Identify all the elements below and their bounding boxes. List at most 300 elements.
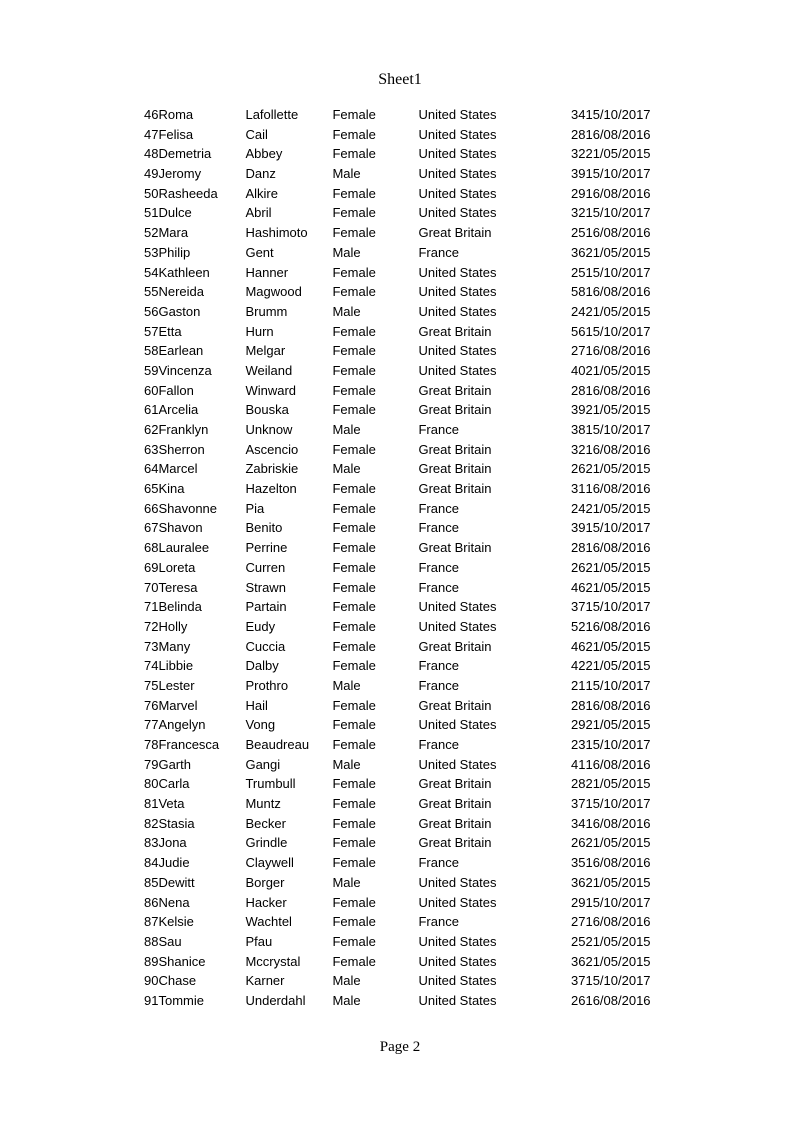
cell-last-name: Gangi [245,756,281,772]
cell-age: 35 [571,855,586,871]
cell-row-number: 75 [144,677,159,693]
cell-age: 29 [571,894,586,910]
cell-age: 41 [571,756,586,772]
cell-gender: Female [332,618,376,634]
cell-row-number: 52 [144,225,159,241]
cell-first-name: Lester [158,677,195,693]
cell-country: France [418,559,459,575]
cell-row-number: 89 [144,953,159,969]
cell-date: 15/10/2017 [585,796,651,812]
cell-first-name: Jona [158,835,187,851]
cell-gender: Female [332,362,376,378]
cell-gender: Male [332,677,361,693]
cell-gender: Female [332,264,376,280]
cell-first-name: Lauralee [158,540,210,556]
cell-gender: Male [332,756,361,772]
cell-age: 39 [571,402,586,418]
cell-age: 39 [571,166,586,182]
table-row [144,558,651,578]
cell-date: 21/05/2015 [585,402,651,418]
table-row [144,833,651,853]
cell-first-name: Carla [158,776,190,792]
table-row [144,715,651,735]
cell-date: 15/10/2017 [585,973,651,989]
cell-age: 27 [571,343,586,359]
cell-first-name: Marvel [158,697,198,713]
cell-age: 46 [571,638,586,654]
table-row [144,459,651,479]
cell-country: Great Britain [418,815,492,831]
cell-age: 36 [571,953,586,969]
cell-last-name: Muntz [245,796,281,812]
cell-first-name: Dewitt [158,874,195,890]
cell-last-name: Danz [245,166,276,182]
cell-last-name: Beaudreau [245,737,310,752]
cell-age: 34 [571,815,586,831]
cell-age: 39 [571,520,586,536]
cell-row-number: 56 [144,303,159,319]
cell-gender: Female [332,717,376,733]
cell-date: 16/08/2016 [585,126,651,142]
cell-age: 36 [571,874,586,890]
cell-country: United States [418,264,497,280]
cell-gender: Male [332,166,361,182]
cell-gender: Female [332,185,376,201]
cell-gender: Female [332,658,376,674]
cell-gender: Female [332,481,376,497]
cell-country: Great Britain [418,323,492,339]
cell-last-name: Eudy [245,618,276,634]
cell-date: 16/08/2016 [585,756,651,772]
table-row [144,440,651,460]
cell-row-number: 81 [144,796,159,812]
cell-age: 26 [571,835,586,851]
cell-last-name: Hashimoto [245,225,308,241]
cell-age: 27 [571,914,586,930]
cell-last-name: Unknow [245,422,293,437]
table-row [144,637,651,657]
cell-gender: Female [332,933,376,949]
cell-last-name: Partain [245,599,287,615]
cell-age: 40 [571,362,586,378]
cell-row-number: 83 [144,835,159,851]
cell-row-number: 78 [144,737,159,752]
cell-date: 21/05/2015 [585,500,651,516]
cell-gender: Female [332,579,376,595]
cell-last-name: Grindle [245,835,288,851]
cell-row-number: 64 [144,461,159,477]
cell-country: United States [418,973,497,989]
cell-age: 25 [571,933,586,949]
cell-last-name: Hacker [245,894,287,910]
cell-last-name: Gent [245,244,274,260]
cell-first-name: Gaston [158,303,201,319]
cell-first-name: Stasia [158,815,195,831]
table-body [144,105,651,1011]
cell-row-number: 63 [144,441,159,457]
cell-country: Great Britain [418,382,492,398]
cell-country: United States [418,756,497,772]
table-row [144,243,651,263]
cell-gender: Female [332,737,376,752]
cell-gender: Female [332,441,376,457]
cell-gender: Female [332,323,376,339]
table-row [144,302,651,322]
table-row [144,499,651,519]
cell-last-name: Benito [245,520,283,536]
table-row [144,125,651,145]
cell-date: 16/08/2016 [585,618,651,634]
cell-date: 21/05/2015 [585,146,651,162]
cell-date: 21/05/2015 [585,244,651,260]
cell-country: Great Britain [418,461,492,477]
cell-row-number: 66 [144,500,159,516]
cell-row-number: 48 [144,146,159,162]
cell-country: France [418,855,459,871]
cell-row-number: 49 [144,166,159,182]
table-row [144,696,651,716]
cell-age: 21 [571,677,586,693]
cell-last-name: Karner [245,973,285,989]
cell-country: United States [418,284,497,300]
cell-date: 21/05/2015 [585,717,651,733]
cell-first-name: Sau [158,933,182,949]
cell-row-number: 47 [144,126,159,142]
cell-last-name: Hanner [245,264,289,280]
cell-last-name: Vong [245,717,276,733]
table-row [144,479,651,499]
cell-date: 15/10/2017 [585,323,651,339]
cell-country: United States [418,599,497,615]
cell-age: 28 [571,776,586,792]
cell-gender: Female [332,835,376,851]
cell-row-number: 79 [144,756,159,772]
cell-first-name: Felisa [158,126,194,142]
cell-date: 16/08/2016 [585,185,651,201]
table-row [144,105,651,125]
cell-last-name: Perrine [245,540,288,556]
cell-gender: Male [332,303,361,319]
cell-date: 15/10/2017 [585,599,651,615]
cell-gender: Male [332,461,361,477]
table-row [144,282,651,302]
cell-country: Great Britain [418,540,492,556]
cell-country: United States [418,953,497,969]
table-row [144,794,651,814]
cell-gender: Female [332,146,376,162]
cell-last-name: Cail [245,126,268,142]
cell-last-name: Strawn [245,579,286,595]
cell-first-name: Demetria [158,146,212,162]
cell-date: 16/08/2016 [585,815,651,831]
cell-country: France [418,579,459,595]
cell-country: Great Britain [418,697,492,713]
cell-date: 16/08/2016 [585,225,651,241]
cell-date: 15/10/2017 [585,205,651,221]
cell-date: 15/10/2017 [585,264,651,280]
cell-row-number: 69 [144,559,159,575]
sheet-title: Sheet1 [378,71,422,88]
cell-last-name: Abril [245,205,272,221]
cell-last-name: Trumbull [245,776,296,792]
cell-date: 21/05/2015 [585,362,651,378]
cell-date: 21/05/2015 [585,638,651,654]
cell-first-name: Mara [158,225,189,241]
cell-first-name: Chase [158,973,197,989]
cell-first-name: Angelyn [158,717,206,733]
cell-country: France [418,422,459,437]
cell-country: United States [418,894,497,910]
cell-age: 28 [571,126,586,142]
cell-row-number: 82 [144,815,159,831]
cell-last-name: Claywell [245,855,294,871]
cell-age: 32 [571,146,586,162]
table-row [144,420,651,440]
cell-row-number: 91 [144,992,159,1008]
cell-gender: Female [332,559,376,575]
cell-row-number: 71 [144,599,159,615]
cell-gender: Female [332,855,376,871]
cell-last-name: Hail [245,697,268,713]
cell-age: 26 [571,461,586,477]
cell-last-name: Pfau [245,933,273,949]
cell-country: United States [418,146,497,162]
cell-age: 37 [571,796,586,812]
cell-row-number: 77 [144,717,159,733]
cell-gender: Male [332,244,361,260]
table-row [144,578,651,598]
cell-age: 42 [571,658,586,674]
cell-date: 21/05/2015 [585,776,651,792]
cell-age: 26 [571,559,586,575]
cell-last-name: Lafollette [245,107,299,122]
table-row [144,814,651,834]
cell-country: Great Britain [418,776,492,792]
cell-gender: Male [332,973,361,989]
cell-gender: Female [332,697,376,713]
cell-first-name: Francesca [158,737,220,752]
cell-row-number: 68 [144,540,159,556]
cell-last-name: Bouska [245,402,289,418]
cell-country: United States [418,618,497,634]
cell-last-name: Borger [245,874,285,890]
cell-gender: Female [332,914,376,930]
cell-gender: Female [332,599,376,615]
cell-row-number: 50 [144,185,159,201]
cell-age: 32 [571,205,586,221]
cell-first-name: Roma [158,107,194,122]
table-row [144,361,651,381]
cell-date: 15/10/2017 [585,677,651,693]
cell-first-name: Veta [158,796,185,812]
cell-age: 34 [571,107,586,122]
cell-gender: Female [332,776,376,792]
table-row [144,518,651,538]
page-number: Page 2 [379,1039,421,1055]
cell-age: 52 [571,618,586,634]
cell-last-name: Winward [245,382,297,398]
cell-country: France [418,658,459,674]
cell-first-name: Dulce [158,205,192,221]
cell-gender: Female [332,382,376,398]
cell-country: United States [418,933,497,949]
table-row [144,164,651,184]
cell-first-name: Teresa [158,579,198,595]
cell-age: 29 [571,185,586,201]
cell-country: France [418,520,459,536]
cell-first-name: Rasheeda [158,185,218,201]
data-table-container [144,105,651,1011]
cell-gender: Female [332,284,376,300]
cell-age: 29 [571,717,586,733]
cell-first-name: Sherron [158,441,205,457]
table-row [144,853,651,873]
cell-gender: Female [332,343,376,359]
cell-age: 46 [571,579,586,595]
cell-first-name: Etta [158,323,182,339]
table-row [144,203,651,223]
table-row [144,144,651,164]
table-row [144,755,651,775]
data-table [144,105,651,1011]
cell-last-name: Cuccia [245,638,286,654]
table-row [144,341,651,361]
cell-country: Great Britain [418,481,492,497]
cell-gender: Female [332,126,376,142]
cell-date: 21/05/2015 [585,835,651,851]
cell-row-number: 51 [144,205,159,221]
cell-first-name: Loreta [158,559,196,575]
cell-date: 21/05/2015 [585,303,651,319]
table-row [144,932,651,952]
cell-age: 28 [571,382,586,398]
cell-date: 21/05/2015 [585,579,651,595]
cell-age: 38 [571,422,586,437]
cell-first-name: Shavon [158,520,203,536]
cell-row-number: 88 [144,933,159,949]
cell-row-number: 90 [144,973,159,989]
cell-date: 21/05/2015 [585,953,651,969]
cell-last-name: Melgar [245,343,286,359]
cell-date: 15/10/2017 [585,894,651,910]
cell-gender: Male [332,992,361,1008]
cell-last-name: Curren [245,559,286,575]
table-row [144,381,651,401]
cell-country: France [418,914,459,930]
cell-first-name: Shanice [158,953,206,969]
cell-country: Great Britain [418,441,492,457]
cell-last-name: Brumm [245,303,288,319]
cell-gender: Male [332,422,361,437]
cell-row-number: 58 [144,343,159,359]
cell-country: United States [418,874,497,890]
cell-row-number: 87 [144,914,159,930]
cell-date: 16/08/2016 [585,855,651,871]
cell-country: United States [418,303,497,319]
cell-date: 16/08/2016 [585,540,651,556]
cell-age: 26 [571,992,586,1008]
cell-date: 21/05/2015 [585,461,651,477]
cell-date: 21/05/2015 [585,658,651,674]
table-row [144,184,651,204]
cell-last-name: Mccrystal [245,953,301,969]
cell-row-number: 65 [144,481,159,497]
cell-age: 31 [571,481,586,497]
table-row [144,597,651,617]
cell-date: 16/08/2016 [585,284,651,300]
cell-gender: Female [332,815,376,831]
cell-date: 16/08/2016 [585,441,651,457]
cell-first-name: Philip [158,244,191,260]
cell-country: United States [418,185,497,201]
cell-first-name: Libbie [158,658,194,674]
cell-age: 28 [571,697,586,713]
cell-age: 24 [571,500,586,516]
cell-age: 32 [571,441,586,457]
cell-last-name: Pia [245,500,265,516]
table-row [144,952,651,972]
cell-gender: Female [332,500,376,516]
cell-gender: Female [332,225,376,241]
cell-first-name: Kathleen [158,264,210,280]
cell-last-name: Becker [245,815,286,831]
table-row [144,991,651,1011]
cell-country: United States [418,717,497,733]
cell-first-name: Judie [158,855,190,871]
cell-age: 37 [571,599,586,615]
cell-gender: Female [332,894,376,910]
table-row [144,873,651,893]
cell-first-name: Marcel [158,461,198,477]
cell-country: United States [418,343,497,359]
cell-age: 28 [571,540,586,556]
cell-last-name: Wachtel [245,914,292,930]
cell-first-name: Arcelia [158,402,199,418]
cell-last-name: Abbey [245,146,283,162]
cell-age: 25 [571,225,586,241]
table-row [144,400,651,420]
cell-row-number: 86 [144,894,159,910]
cell-first-name: Nena [158,894,190,910]
cell-row-number: 53 [144,244,159,260]
cell-row-number: 62 [144,422,159,437]
cell-first-name: Garth [158,756,191,772]
table-row [144,971,651,991]
cell-age: 58 [571,284,586,300]
cell-last-name: Dalby [245,658,279,674]
cell-first-name: Shavonne [158,500,218,516]
cell-country: Great Britain [418,796,492,812]
table-row [144,538,651,558]
cell-row-number: 57 [144,323,159,339]
cell-date: 16/08/2016 [585,914,651,930]
cell-age: 23 [571,737,586,752]
table-row [144,676,651,696]
table-row [144,656,651,676]
cell-date: 16/08/2016 [585,481,651,497]
table-row [144,912,651,932]
cell-gender: Female [332,205,376,221]
cell-date: 16/08/2016 [585,343,651,359]
cell-gender: Female [332,402,376,418]
cell-row-number: 60 [144,382,159,398]
cell-age: 37 [571,973,586,989]
table-row [144,263,651,283]
cell-country: United States [418,166,497,182]
cell-country: France [418,244,459,260]
cell-last-name: Alkire [245,185,278,201]
cell-last-name: Hurn [245,323,274,339]
